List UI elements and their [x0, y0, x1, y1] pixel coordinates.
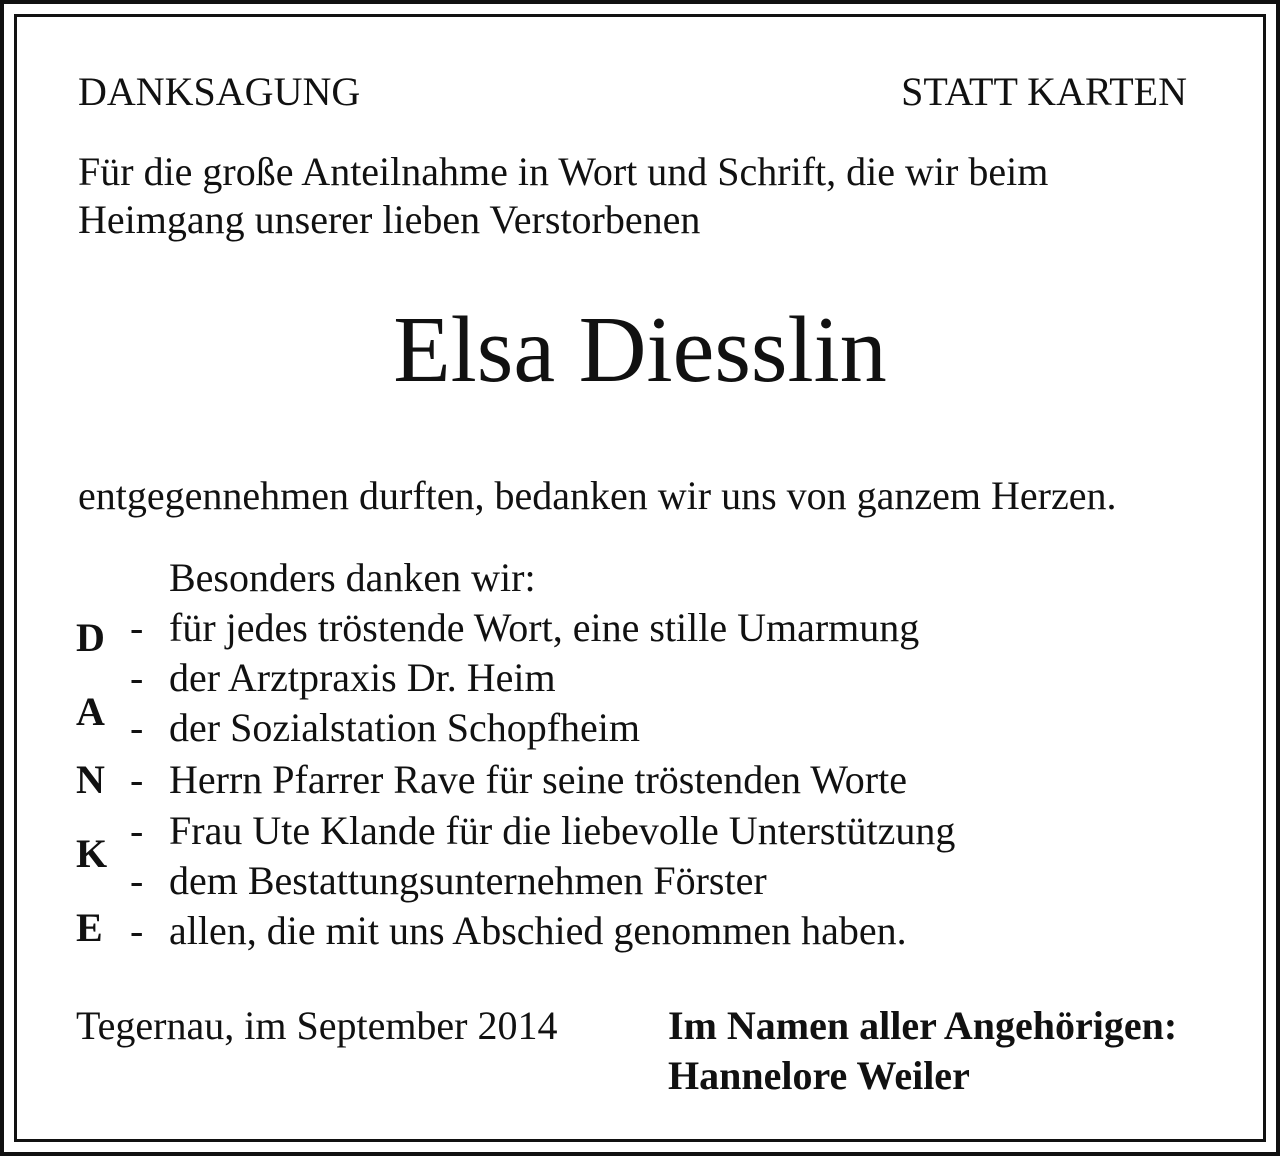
thanks-item	[130, 807, 955, 855]
thanks-item	[130, 654, 556, 702]
thanks-item-text: Frau Ute Klande für die liebevolle Unterstützung	[169, 808, 956, 853]
dash-marker: -	[130, 808, 144, 853]
thanks-item	[130, 857, 767, 905]
acrostic-letter-k: K	[76, 831, 108, 876]
thanks-item	[130, 907, 907, 955]
acrostic-letter-e: E	[76, 905, 103, 950]
dash-marker: -	[130, 858, 144, 903]
thanks-item-text: dem Bestattungsunternehmen Förster	[169, 858, 767, 903]
intro-line-1: Für die große Anteilnahme in Wort und Schrift, die wir beim	[78, 149, 1049, 194]
acrostic-letter-n: N	[76, 757, 105, 802]
thanks-item-text: der Sozialstation Schopfheim	[169, 705, 641, 750]
signature-line-1: Im Namen aller Angehörigen:	[668, 1003, 1178, 1048]
dash-marker: -	[130, 705, 144, 750]
thanks-item	[130, 604, 919, 652]
heading-danksagung: DANKSAGUNG	[78, 69, 361, 114]
intro-line-2: Heimgang unserer lieben Verstorbenen	[78, 197, 701, 242]
dash-marker: -	[130, 605, 144, 650]
thanks-intro: Besonders danken wir:	[169, 555, 536, 600]
thanks-item-text: der Arztpraxis Dr. Heim	[169, 655, 556, 700]
dash-marker: -	[130, 757, 144, 802]
dash-marker: -	[130, 908, 144, 953]
closing-sentence: entgegennehmen durften, bedanken wir uns von ganzem Herzen.	[78, 473, 1117, 518]
acrostic-letter-d: D	[76, 615, 105, 660]
thanks-item-text: Herrn Pfarrer Rave für seine tröstenden Worte	[169, 757, 907, 802]
place-date: Tegernau, im September 2014	[76, 1003, 558, 1048]
deceased-name: Elsa Diesslin	[393, 298, 887, 402]
thanks-item-text: für jedes tröstende Wort, eine stille Umarmung	[169, 605, 920, 650]
acrostic-letter-a: A	[76, 689, 105, 734]
heading-statt-karten: STATT KARTEN	[901, 69, 1187, 114]
thanks-item-text: allen, die mit uns Abschied genommen haben.	[169, 908, 907, 953]
thanks-item	[130, 756, 907, 804]
thanks-item	[130, 704, 640, 752]
dash-marker: -	[130, 655, 144, 700]
intro-text	[78, 148, 1048, 244]
signature-name: Hannelore Weiler	[668, 1053, 970, 1098]
